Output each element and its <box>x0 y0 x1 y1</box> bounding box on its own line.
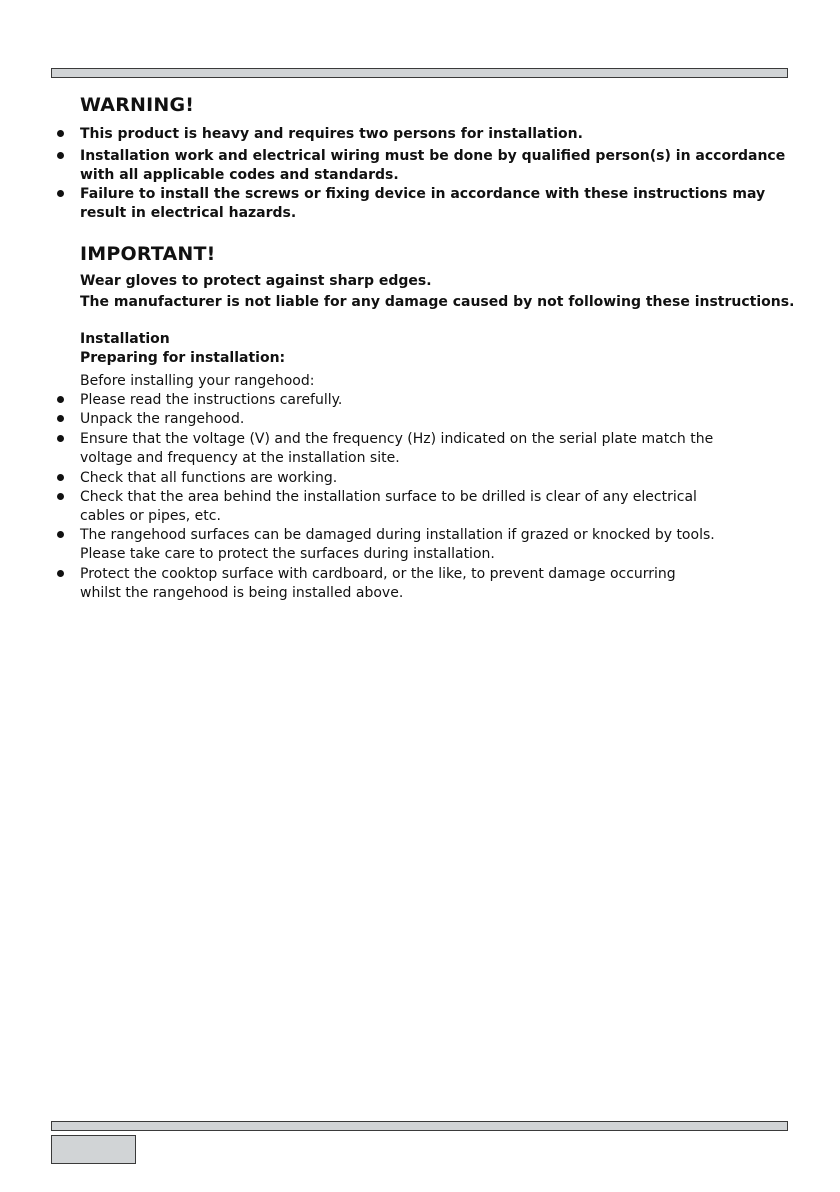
installation-intro: Before installing your rangehood: <box>80 373 315 389</box>
warning-item-2: Installation work and electrical wiring must be done by qualified person(s) in accordance <box>80 148 786 164</box>
install-item-3-cont: voltage and frequency at the installation site. <box>80 450 400 466</box>
bullet-icon <box>57 396 64 403</box>
install-item-7: Protect the cooktop surface with cardboard, or the like, to prevent damage occurring <box>80 566 676 582</box>
install-item-6: The rangehood surfaces can be damaged during installation if grazed or knocked by tools. <box>80 527 715 543</box>
warning-item-2-cont: with all applicable codes and standards. <box>80 167 399 183</box>
warning-heading: WARNING! <box>80 94 195 116</box>
bullet-icon <box>57 415 64 422</box>
bullet-icon <box>57 531 64 538</box>
important-line-2: The manufacturer is not liable for any damage caused by not following these instructions. <box>80 294 795 310</box>
important-line-1: Wear gloves to protect against sharp edges. <box>80 273 432 289</box>
warning-item-1: This product is heavy and requires two persons for installation. <box>80 126 583 142</box>
warning-item-3-cont: result in electrical hazards. <box>80 205 297 221</box>
bullet-icon <box>57 474 64 481</box>
bullet-icon <box>57 190 64 197</box>
warning-item-3: Failure to install the screws or fixing device in accordance with these instructions may <box>80 186 766 202</box>
install-item-6-cont: Please take care to protect the surfaces during installation. <box>80 546 495 562</box>
install-item-5-cont: cables or pipes, etc. <box>80 508 221 524</box>
bullet-icon <box>57 493 64 500</box>
page-number-box <box>51 1135 136 1164</box>
bullet-icon <box>57 152 64 159</box>
footer-divider-bar <box>51 1121 788 1131</box>
install-item-7-cont: whilst the rangehood is being installed above. <box>80 585 404 601</box>
header-divider-bar <box>51 68 788 78</box>
install-item-1: Please read the instructions carefully. <box>80 392 343 408</box>
install-item-3: Ensure that the voltage (V) and the frequency (Hz) indicated on the serial plate match the <box>80 431 714 447</box>
bullet-icon <box>57 435 64 442</box>
installation-title: Installation <box>80 331 170 347</box>
bullet-icon <box>57 570 64 577</box>
important-heading: IMPORTANT! <box>80 243 216 265</box>
install-item-4: Check that all functions are working. <box>80 470 338 486</box>
install-item-5: Check that the area behind the installation surface to be drilled is clear of any electrical <box>80 489 697 505</box>
bullet-icon <box>57 130 64 137</box>
install-item-2: Unpack the rangehood. <box>80 411 245 427</box>
installation-subtitle: Preparing for installation: <box>80 350 286 366</box>
